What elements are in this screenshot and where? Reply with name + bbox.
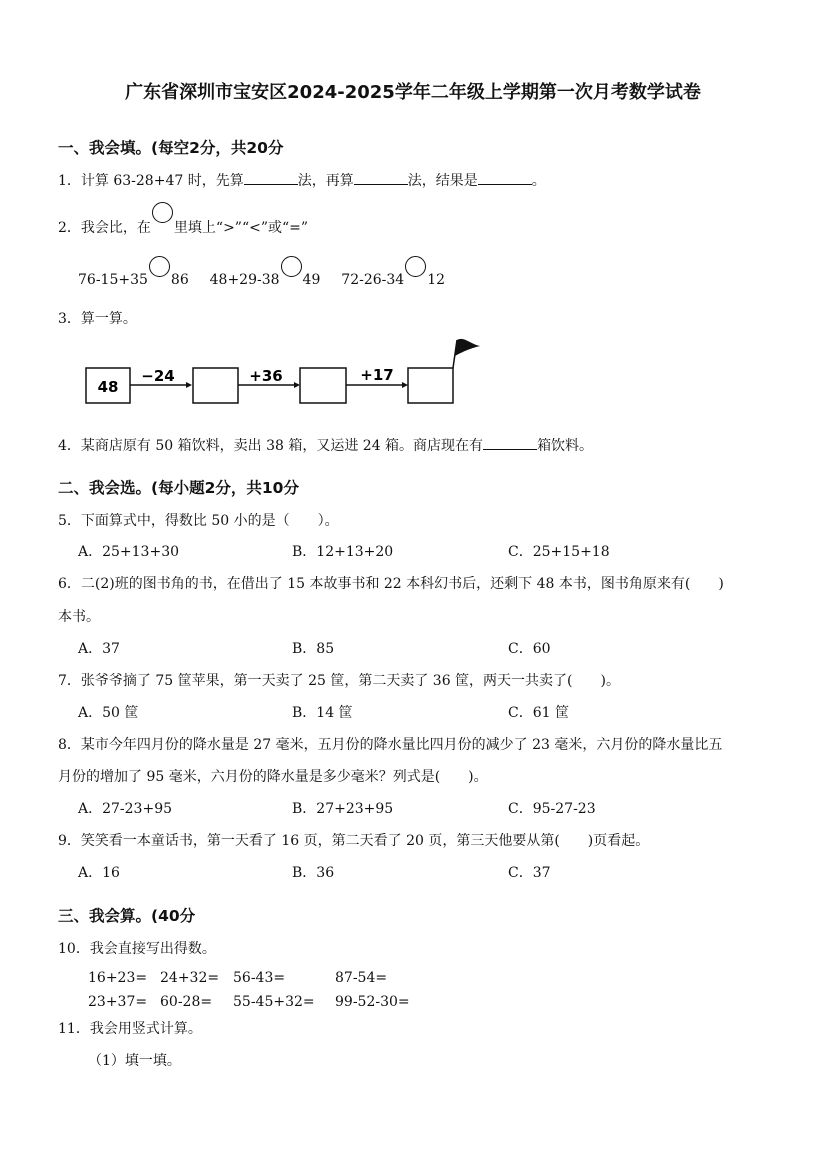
q6-option-c[interactable]: C．60 [508, 641, 551, 657]
q2-item-2-right: 49 [302, 272, 321, 288]
q1-text-c: 法，结果是 [407, 173, 478, 189]
q3-op-2: +36 [249, 367, 283, 385]
section-3-heading: 三、我会算。(40分 [58, 907, 196, 925]
q7-option-c[interactable]: C．61 筐 [508, 705, 569, 721]
question-4 [58, 435, 593, 455]
q7-option-b[interactable]: B．14 筐 [292, 705, 353, 721]
q2-compare-circle-3[interactable] [405, 256, 426, 277]
q9-option-c[interactable]: C．37 [508, 865, 551, 881]
arrowhead-icon [402, 382, 408, 388]
q2-compare-row [78, 264, 445, 288]
q5-option-b[interactable]: B．12+13+20 [292, 544, 394, 560]
arrowhead-icon [186, 382, 192, 388]
q6-option-a[interactable]: A．37 [78, 641, 120, 657]
q10-item-7: 55-45+32= [233, 994, 315, 1010]
q1-text-b: 法，再算 [297, 173, 354, 189]
q4-blank[interactable] [483, 436, 537, 450]
arrowhead-icon [294, 382, 300, 388]
q2-item-1-right: 86 [170, 272, 189, 288]
q1-blank-2[interactable] [354, 171, 408, 185]
q8-option-c[interactable]: C．95-27-23 [508, 801, 596, 817]
q1-text-d: 。 [531, 173, 546, 189]
q8-option-a[interactable]: A．27-23+95 [78, 801, 173, 817]
q3-flow-diagram [80, 334, 490, 408]
q3-answer-box-1[interactable] [193, 368, 238, 403]
exam-title: 广东省深圳市宝安区2024-2025学年二年级上学期第一次月考数学试卷 [125, 82, 701, 103]
q2-compare-circle-1[interactable] [149, 256, 170, 277]
question-3: 3．算一算。 [58, 311, 137, 327]
q1-text-a: 1．计算 63-28+47 时，先算 [58, 173, 244, 189]
question-9: 9．笑笑看一本童话书，第一天看了 16 页，第二天看了 20 页，第三天他要从第( )页看起。 [58, 833, 650, 849]
question-7: 7．张爷爷摘了 75 筐苹果，第一天卖了 25 筐，第二天卖了 36 筐，两天一共卖了( )。 [58, 673, 620, 689]
q2-compare-circle-2[interactable] [281, 256, 302, 277]
question-1 [58, 170, 546, 190]
question-10: 10．我会直接写出得数。 [58, 941, 216, 957]
question-11: 11．我会用竖式计算。 [58, 1021, 202, 1037]
question-5: 5．下面算式中，得数比 50 小的是（ ）。 [58, 513, 339, 529]
q2-item-1-left: 76-15+35 [78, 272, 148, 288]
q10-item-3: 56-43= [233, 970, 286, 986]
q3-start-number: 48 [97, 378, 119, 396]
q9-option-b[interactable]: B．36 [292, 865, 335, 881]
q4-text-a: 4．某商店原有 50 箱饮料，卖出 38 箱，又运进 24 箱。商店现在有 [58, 438, 484, 454]
q5-option-c[interactable]: C．25+15+18 [508, 544, 610, 560]
section-1-heading: 一、我会填。(每空2分，共20分 [58, 139, 284, 157]
flag-icon [455, 339, 480, 356]
q2-text-a: 2．我会比，在 [58, 220, 151, 236]
q1-blank-1[interactable] [244, 171, 298, 185]
q3-answer-box-2[interactable] [300, 368, 346, 403]
circle-icon [152, 202, 173, 223]
question-8-line-2: 月份的增加了 95 毫米，六月份的降水量是多少毫米？列式是( )。 [58, 769, 488, 785]
question-2 [58, 212, 308, 237]
q10-item-5: 23+37= [88, 994, 148, 1010]
q2-item-2-left: 48+29-38 [209, 272, 280, 288]
q7-option-a[interactable]: A．50 筐 [78, 705, 139, 721]
question-6-line-2: 本书。 [58, 609, 100, 625]
q2-item-3-left: 72-26-34 [341, 272, 405, 288]
q9-option-a[interactable]: A．16 [78, 865, 120, 881]
q10-item-1: 16+23= [88, 970, 148, 986]
q10-item-4: 87-54= [335, 970, 388, 986]
question-8-line-1: 8．某市今年四月份的降水量是 27 毫米，五月份的降水量比四月份的减少了 23 毫米，六月份的降水量比五 [58, 737, 723, 753]
q6-option-b[interactable]: B．85 [292, 641, 335, 657]
q11-subquestion-1: （1）填一填。 [88, 1053, 181, 1069]
q8-option-b[interactable]: B．27+23+95 [292, 801, 394, 817]
q10-item-8: 99-52-30= [335, 994, 410, 1010]
q10-item-2: 24+32= [160, 970, 220, 986]
q2-text-b: 里填上“>”“<”或“=” [173, 220, 309, 236]
q3-op-3: +17 [360, 366, 394, 384]
q10-item-6: 60-28= [160, 994, 213, 1010]
question-6-line-1: 6．二(2)班的图书角的书，在借出了 15 本故事书和 22 本科幻书后，还剩下 48 本书，图书角原来有( ) [58, 576, 724, 592]
section-2-heading: 二、我会选。(每小题2分，共10分 [58, 479, 299, 497]
q3-answer-box-3[interactable] [408, 368, 453, 403]
q5-option-a[interactable]: A．25+13+30 [78, 544, 180, 560]
q1-blank-3[interactable] [478, 171, 532, 185]
q2-item-3-right: 12 [427, 272, 446, 288]
q4-text-b: 箱饮料。 [537, 438, 594, 454]
q3-op-1: −24 [141, 367, 175, 385]
